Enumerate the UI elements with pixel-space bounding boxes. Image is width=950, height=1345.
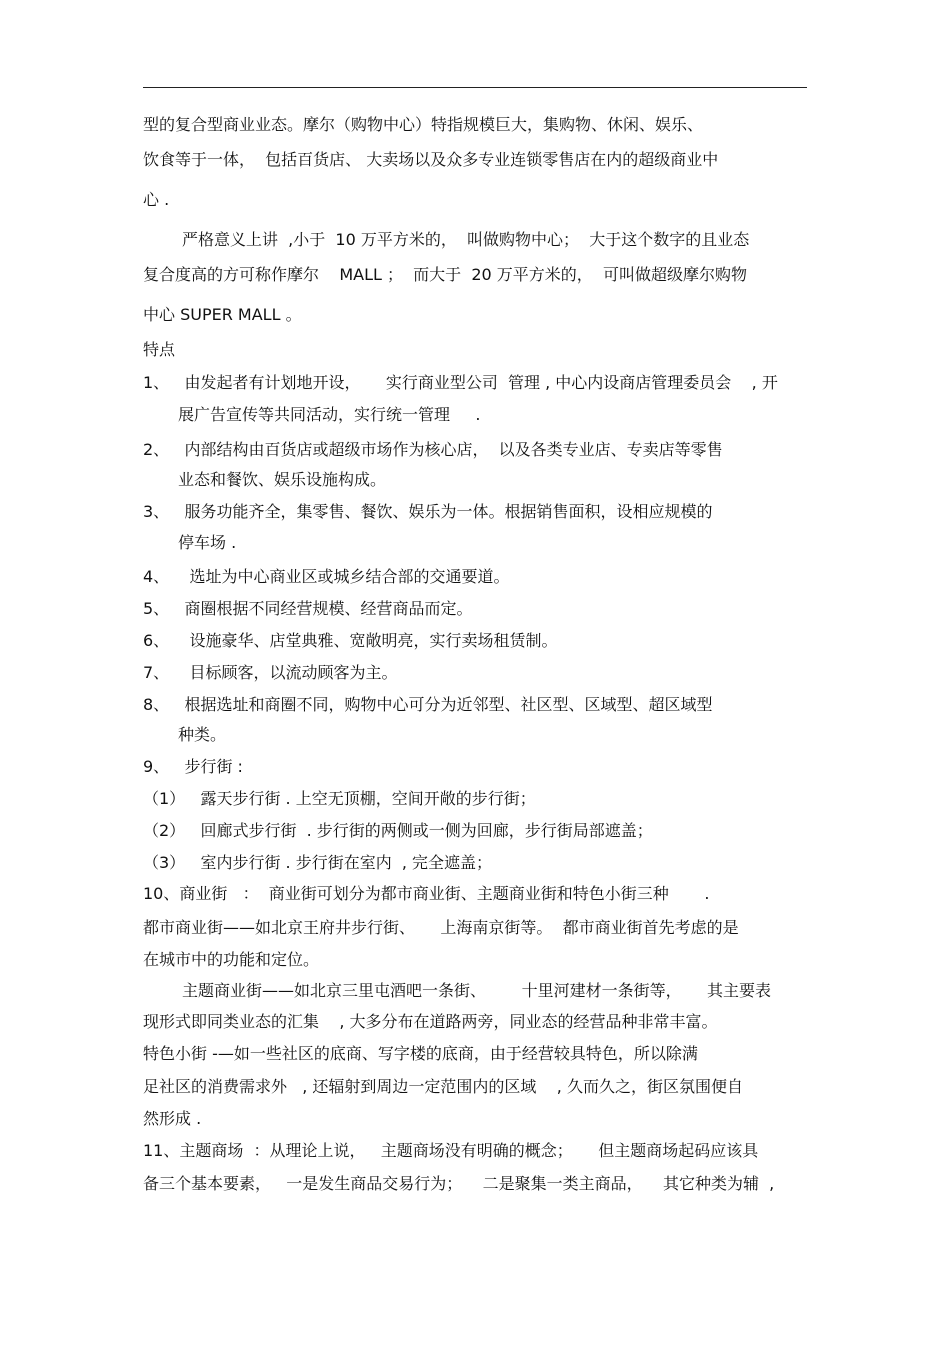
- text-line: 饮食等于一体， 包括百货店、 大卖场以及众多专业连锁零售店在内的超级商业中: [143, 150, 719, 169]
- text-line: 特点: [143, 340, 176, 359]
- text-line: 主题商业街——如北京三里屯酒吧一条街、 十里河建材一条街等， 其主要表: [182, 981, 772, 1000]
- header-rule: [143, 87, 807, 88]
- text-line: （2） 回廊式步行街 . 步行街的两侧或一侧为回廊，步行街局部遮盖；: [143, 821, 653, 840]
- text-line: 停车场 .: [178, 533, 237, 552]
- text-line: 备三个基本要素， 一是发生商品交易行为； 二是聚集一类主商品， 其它种类为辅 ,: [143, 1174, 775, 1193]
- text-line: 10、商业街 ： 商业街可划分为都市商业街、主题商业街和特色小街三种 .: [143, 884, 710, 903]
- text-line: （3） 室内步行街 . 步行街在室内 , 完全遮盖；: [143, 853, 493, 872]
- text-line: 严格意义上讲 ,小于 10 万平方米的， 叫做购物中心； 大于这个数字的且业态: [182, 230, 750, 249]
- text-line: 2、 内部结构由百货店或超级市场作为核心店， 以及各类专业店、专卖店等零售: [143, 440, 723, 459]
- text-line: 复合度高的方可称作摩尔 MALL ； 而大于 20 万平方米的， 可叫做超级摩尔购物: [143, 265, 747, 284]
- text-line: 6、 设施豪华、店堂典雅、宽敞明亮，实行卖场租赁制。: [143, 631, 558, 650]
- text-line: 8、 根据选址和商圈不同，购物中心可分为近邻型、社区型、区域型、超区域型: [143, 695, 713, 714]
- text-line: 现形式即同类业态的汇集 , 大多分布在道路两旁，同业态的经营品种非常丰富。: [143, 1012, 718, 1031]
- text-line: 然形成 .: [143, 1109, 202, 1128]
- text-line: 特色小街 -—如一些社区的底商、写字楼的底商，由于经营较具特色，所以除满: [143, 1044, 698, 1063]
- text-line: 都市商业街——如北京王府井步行街、 上海南京街等。 都市商业街首先考虑的是: [143, 918, 739, 937]
- text-line: 中心 SUPER MALL 。: [143, 305, 302, 324]
- text-line: 在城市中的功能和定位。: [143, 950, 320, 969]
- text-line: 业态和餐饮、娱乐设施构成。: [178, 470, 387, 489]
- text-line: 3、 服务功能齐全，集零售、餐饮、娱乐为一体。根据销售面积，设相应规模的: [143, 502, 713, 521]
- text-line: 11、主题商场 ：从理论上说， 主题商场没有明确的概念； 但主题商场起码应该具: [143, 1141, 759, 1160]
- text-line: （1） 露天步行街 . 上空无顶棚，空间开敞的步行街；: [143, 789, 536, 808]
- text-line: 1、 由发起者有计划地开设， 实行商业型公司 管理 , 中心内设商店管理委员会 , 开: [143, 373, 778, 392]
- text-line: 9、 步行街 :: [143, 757, 243, 776]
- text-line: 4、 选址为中心商业区或城乡结合部的交通要道。: [143, 567, 510, 586]
- text-line: 5、 商圈根据不同经营规模、经营商品而定。: [143, 599, 473, 618]
- text-line: 心 .: [143, 190, 170, 209]
- text-line: 足社区的消费需求外 , 还辐射到周边一定范围内的区域 , 久而久之，街区氛围便自: [143, 1077, 743, 1096]
- text-line: 种类。: [178, 725, 227, 744]
- text-line: 展广告宣传等共同活动，实行统一管理 .: [178, 405, 481, 424]
- text-line: 型的复合型商业业态。摩尔（购物中心）特指规模巨大，集购物、休闲、娱乐、: [143, 115, 704, 134]
- text-line: 7、 目标顾客，以流动顾客为主。: [143, 663, 398, 682]
